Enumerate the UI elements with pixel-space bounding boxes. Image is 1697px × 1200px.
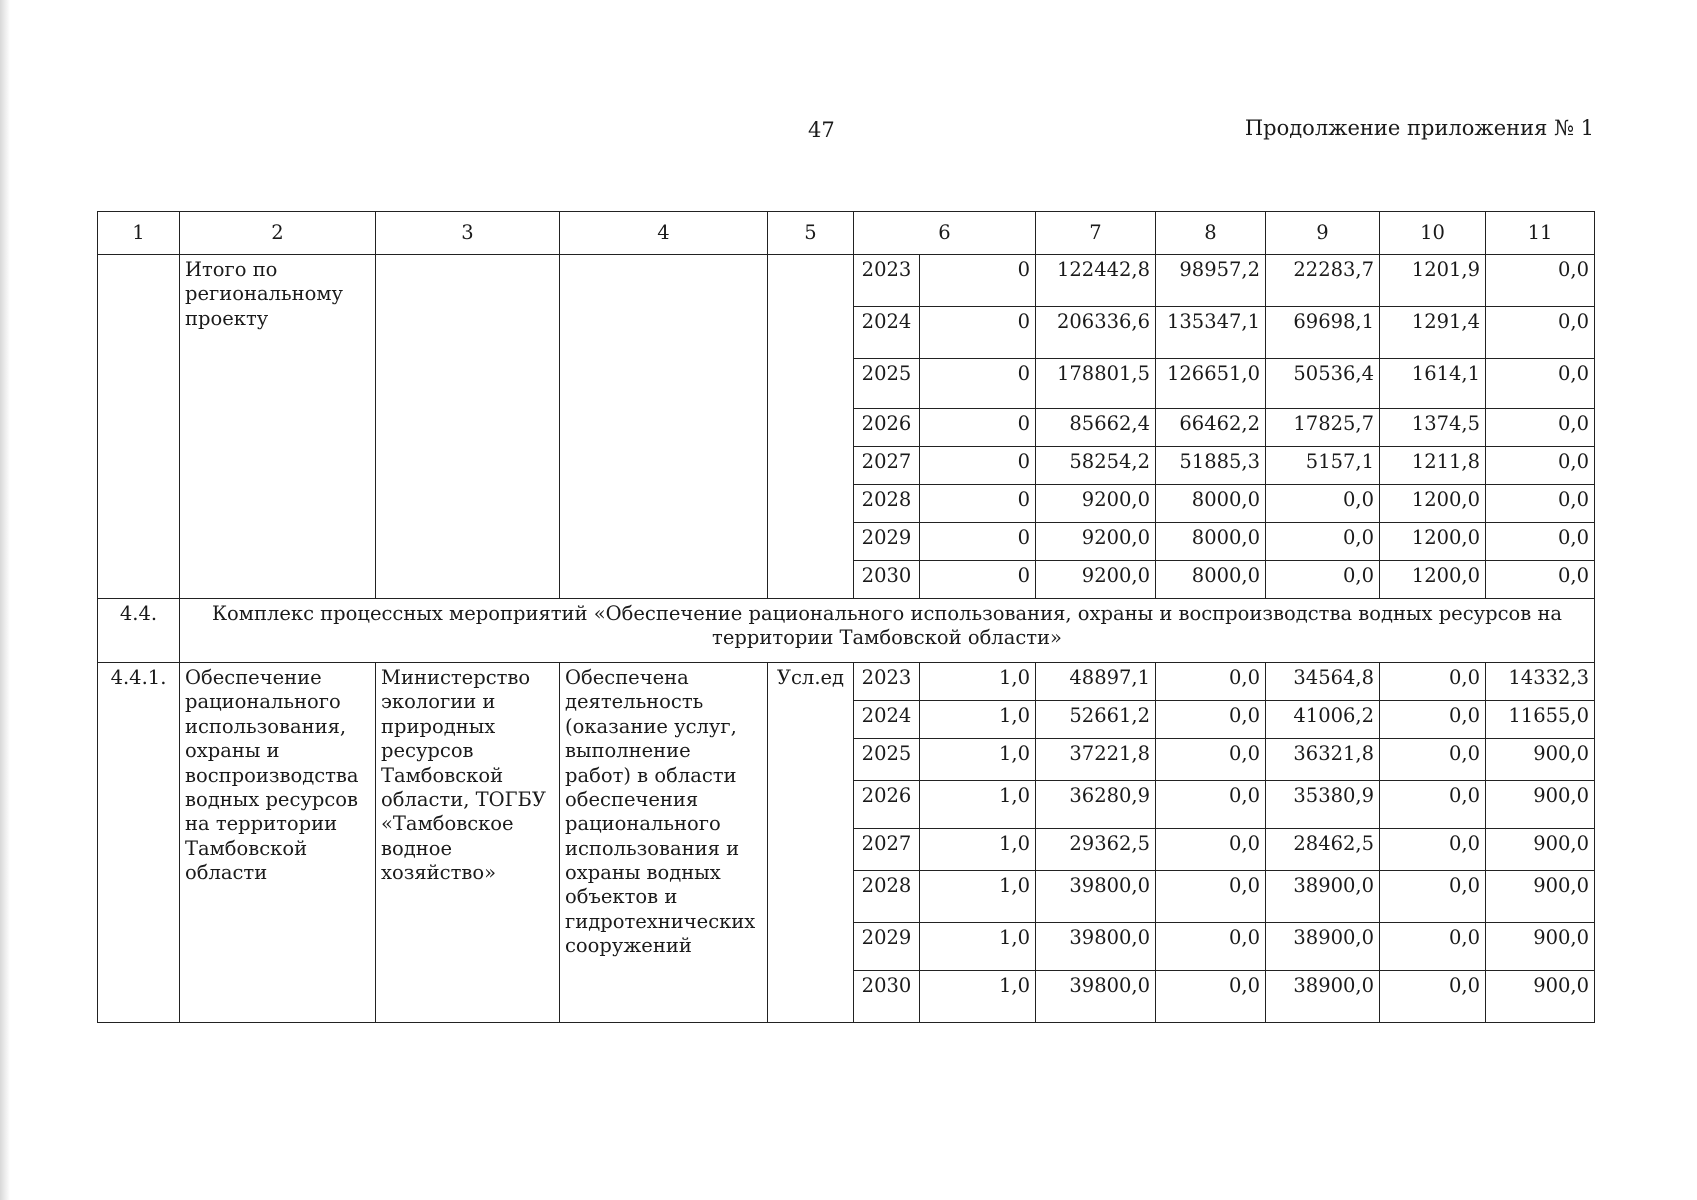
program-table — [97, 211, 1595, 1023]
value-cell-c7: 39800,0 — [1036, 871, 1156, 923]
value-cell-c9: 50536,4 — [1266, 359, 1380, 409]
year-cell: 2025 — [854, 359, 920, 409]
value-cell-c8: 8000,0 — [1156, 485, 1266, 523]
value-cell-c8: 0,0 — [1156, 829, 1266, 871]
value-cell-c10: 1291,4 — [1380, 307, 1486, 359]
unit-cell — [768, 255, 854, 599]
value-cell-c8: 8000,0 — [1156, 523, 1266, 561]
value-cell-c9: 28462,5 — [1266, 829, 1380, 871]
value-cell-c9: 5157,1 — [1266, 447, 1380, 485]
value-cell-c11: 11655,0 — [1486, 701, 1595, 739]
year-cell: 2023 — [854, 255, 920, 307]
header-cell: 4 — [560, 212, 768, 255]
year-cell: 2026 — [854, 409, 920, 447]
year-cell: 2029 — [854, 923, 920, 971]
value-cell-c8: 0,0 — [1156, 701, 1266, 739]
value-cell-c10: 0,0 — [1380, 781, 1486, 829]
section-row — [98, 599, 1595, 663]
year-cell: 2027 — [854, 829, 920, 871]
section-title: Комплекс процессных мероприятий «Обеспечение рационального использования, охраны и воспроизводства водных ресурсов на территории Тамбовской области» — [180, 599, 1595, 663]
value-cell-c6: 0 — [920, 255, 1036, 307]
value-cell-c10: 1614,1 — [1380, 359, 1486, 409]
value-cell-c11: 0,0 — [1486, 307, 1595, 359]
table-row — [98, 663, 1595, 701]
header-cell: 11 — [1486, 212, 1595, 255]
item-unit: Усл.ед — [768, 663, 854, 1023]
value-cell-c11: 0,0 — [1486, 561, 1595, 599]
code-cell — [98, 255, 180, 599]
value-cell-c9: 38900,0 — [1266, 871, 1380, 923]
value-cell-c6: 0 — [920, 359, 1036, 409]
value-cell-c9: 34564,8 — [1266, 663, 1380, 701]
table-row — [98, 255, 1595, 307]
year-cell: 2026 — [854, 781, 920, 829]
executor-cell — [376, 255, 560, 599]
value-cell-c7: 29362,5 — [1036, 829, 1156, 871]
value-cell-c7: 58254,2 — [1036, 447, 1156, 485]
value-cell-c10: 0,0 — [1380, 871, 1486, 923]
value-cell-c7: 85662,4 — [1036, 409, 1156, 447]
value-cell-c7: 9200,0 — [1036, 561, 1156, 599]
value-cell-c11: 0,0 — [1486, 523, 1595, 561]
value-cell-c7: 37221,8 — [1036, 739, 1156, 781]
value-cell-c10: 0,0 — [1380, 739, 1486, 781]
section-code: 4.4. — [98, 599, 180, 663]
value-cell-c11: 900,0 — [1486, 971, 1595, 1023]
value-cell-c7: 36280,9 — [1036, 781, 1156, 829]
value-cell-c6: 0 — [920, 447, 1036, 485]
value-cell-c6: 1,0 — [920, 701, 1036, 739]
value-cell-c6: 1,0 — [920, 739, 1036, 781]
value-cell-c7: 39800,0 — [1036, 971, 1156, 1023]
value-cell-c9: 17825,7 — [1266, 409, 1380, 447]
value-cell-c11: 900,0 — [1486, 923, 1595, 971]
value-cell-c9: 41006,2 — [1266, 701, 1380, 739]
value-cell-c7: 48897,1 — [1036, 663, 1156, 701]
value-cell-c9: 69698,1 — [1266, 307, 1380, 359]
value-cell-c6: 1,0 — [920, 923, 1036, 971]
value-cell-c10: 0,0 — [1380, 663, 1486, 701]
value-cell-c7: 9200,0 — [1036, 485, 1156, 523]
value-cell-c8: 0,0 — [1156, 971, 1266, 1023]
value-cell-c8: 0,0 — [1156, 923, 1266, 971]
page-number: 47 — [808, 118, 835, 142]
value-cell-c10: 1201,9 — [1380, 255, 1486, 307]
value-cell-c10: 1200,0 — [1380, 485, 1486, 523]
year-cell: 2025 — [854, 739, 920, 781]
value-cell-c7: 52661,2 — [1036, 701, 1156, 739]
value-cell-c9: 22283,7 — [1266, 255, 1380, 307]
header-cell: 3 — [376, 212, 560, 255]
value-cell-c11: 900,0 — [1486, 871, 1595, 923]
value-cell-c8: 51885,3 — [1156, 447, 1266, 485]
value-cell-c11: 0,0 — [1486, 485, 1595, 523]
value-cell-c6: 1,0 — [920, 781, 1036, 829]
year-cell: 2028 — [854, 871, 920, 923]
year-cell: 2023 — [854, 663, 920, 701]
value-cell-c10: 0,0 — [1380, 923, 1486, 971]
item-code: 4.4.1. — [98, 663, 180, 1023]
value-cell-c8: 98957,2 — [1156, 255, 1266, 307]
item-executor: Министерство экологии и природных ресурсов Тамбовской области, ТОГБУ «Тамбовское водное хозяйство» — [376, 663, 560, 1023]
value-cell-c10: 0,0 — [1380, 829, 1486, 871]
year-cell: 2027 — [854, 447, 920, 485]
value-cell-c6: 1,0 — [920, 971, 1036, 1023]
value-cell-c11: 0,0 — [1486, 255, 1595, 307]
value-cell-c8: 8000,0 — [1156, 561, 1266, 599]
value-cell-c6: 1,0 — [920, 829, 1036, 871]
value-cell-c11: 0,0 — [1486, 447, 1595, 485]
value-cell-c6: 0 — [920, 307, 1036, 359]
header-cell: 8 — [1156, 212, 1266, 255]
value-cell-c6: 0 — [920, 523, 1036, 561]
result-cell — [560, 255, 768, 599]
value-cell-c8: 66462,2 — [1156, 409, 1266, 447]
value-cell-c8: 0,0 — [1156, 739, 1266, 781]
header-cell: 10 — [1380, 212, 1486, 255]
year-cell: 2024 — [854, 307, 920, 359]
value-cell-c10: 0,0 — [1380, 701, 1486, 739]
header-cell: 5 — [768, 212, 854, 255]
value-cell-c11: 0,0 — [1486, 359, 1595, 409]
value-cell-c8: 0,0 — [1156, 781, 1266, 829]
value-cell-c11: 900,0 — [1486, 739, 1595, 781]
value-cell-c8: 0,0 — [1156, 871, 1266, 923]
value-cell-c10: 1211,8 — [1380, 447, 1486, 485]
value-cell-c10: 1200,0 — [1380, 561, 1486, 599]
value-cell-c9: 35380,9 — [1266, 781, 1380, 829]
header-row — [98, 212, 1595, 255]
value-cell-c6: 1,0 — [920, 871, 1036, 923]
value-cell-c7: 9200,0 — [1036, 523, 1156, 561]
year-cell: 2030 — [854, 561, 920, 599]
value-cell-c7: 39800,0 — [1036, 923, 1156, 971]
value-cell-c9: 0,0 — [1266, 485, 1380, 523]
year-cell: 2029 — [854, 523, 920, 561]
header-cell: 9 — [1266, 212, 1380, 255]
item-name: Обеспечение рационального использования, охраны и воспроизводства водных ресурсов на территории Тамбовской области — [180, 663, 376, 1023]
value-cell-c9: 36321,8 — [1266, 739, 1380, 781]
value-cell-c6: 1,0 — [920, 663, 1036, 701]
value-cell-c8: 0,0 — [1156, 663, 1266, 701]
value-cell-c11: 14332,3 — [1486, 663, 1595, 701]
value-cell-c10: 0,0 — [1380, 971, 1486, 1023]
value-cell-c9: 0,0 — [1266, 561, 1380, 599]
value-cell-c11: 900,0 — [1486, 829, 1595, 871]
header-cell: 2 — [180, 212, 376, 255]
header-cell: 6 — [854, 212, 1036, 255]
continuation-label: Продолжение приложения № 1 — [1244, 116, 1594, 140]
value-cell-c8: 135347,1 — [1156, 307, 1266, 359]
scan-edge — [0, 0, 10, 1200]
value-cell-c10: 1374,5 — [1380, 409, 1486, 447]
value-cell-c7: 178801,5 — [1036, 359, 1156, 409]
total-label: Итого по региональному проекту — [180, 255, 376, 599]
value-cell-c6: 0 — [920, 561, 1036, 599]
value-cell-c9: 0,0 — [1266, 523, 1380, 561]
value-cell-c10: 1200,0 — [1380, 523, 1486, 561]
value-cell-c6: 0 — [920, 409, 1036, 447]
value-cell-c7: 206336,6 — [1036, 307, 1156, 359]
year-cell: 2028 — [854, 485, 920, 523]
year-cell: 2030 — [854, 971, 920, 1023]
value-cell-c7: 122442,8 — [1036, 255, 1156, 307]
value-cell-c11: 0,0 — [1486, 409, 1595, 447]
year-cell: 2024 — [854, 701, 920, 739]
header-cell: 1 — [98, 212, 180, 255]
value-cell-c8: 126651,0 — [1156, 359, 1266, 409]
value-cell-c11: 900,0 — [1486, 781, 1595, 829]
value-cell-c9: 38900,0 — [1266, 971, 1380, 1023]
value-cell-c6: 0 — [920, 485, 1036, 523]
item-result: Обеспечена деятельность (оказание услуг, выполнение работ) в области обеспечения рационального использования и охраны водных объектов и гидротехнических сооружений — [560, 663, 768, 1023]
header-cell: 7 — [1036, 212, 1156, 255]
value-cell-c9: 38900,0 — [1266, 923, 1380, 971]
